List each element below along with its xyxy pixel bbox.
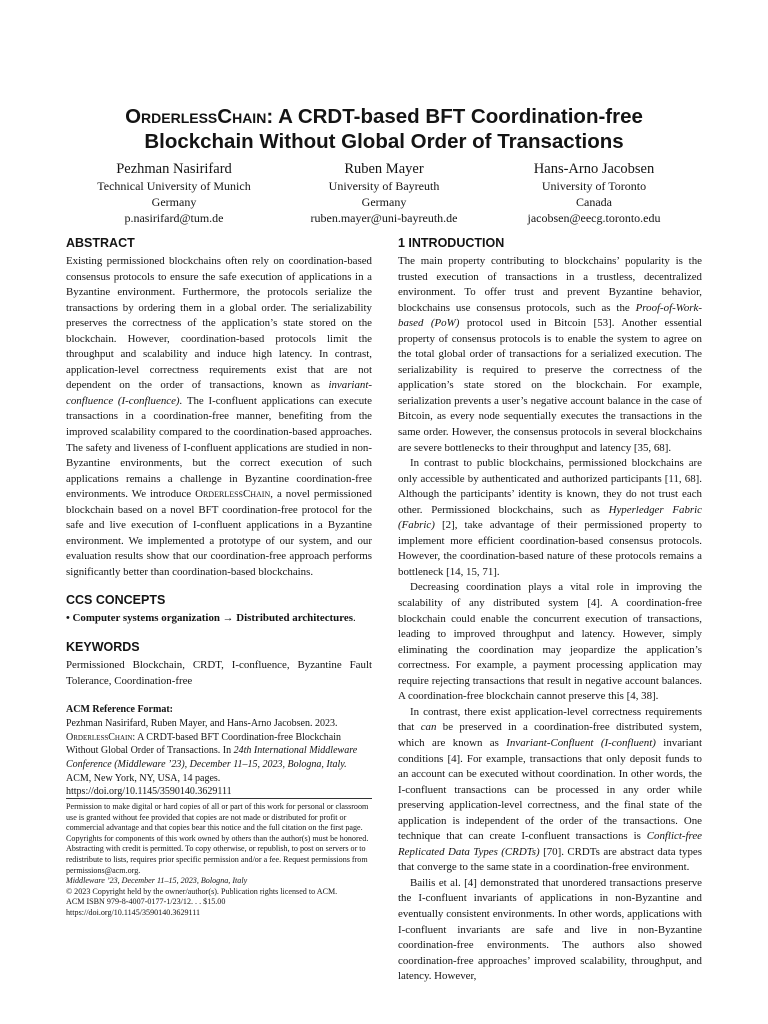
title-line2: Blockchain Without Global Order of Transactions	[144, 130, 624, 153]
keywords-heading: KEYWORDS	[66, 640, 140, 655]
author-1	[66, 160, 282, 226]
intro-paragraph-3: Decreasing coordination plays a vital role in improving the scalability of any distributed system [4]. A coordination-free blockchain could enable the concurrent execution of transactions, leading to improved throughput and latency. However, simply eliminating the coordination may jeopardize the application’s correctness. For example, a payment processing application may require rejecting transactions that result in negative account balances. A coordination-free blockchain cannot preserve this [4, 38].	[398, 581, 702, 703]
author-affiliation: University of Bayreuth	[328, 179, 440, 193]
author-3	[486, 160, 702, 226]
abstract-text: Existing permissioned blockchains often rely on coordination-based consensus protocols to ensure the safe execution of applications in a Byzantine environment. Furthermore, the protocols serialize the transactions by ordering them in a global order. The serializability preserves the correctness of the application’s state stored on the blockchain. However, coordination-based protocols limit the throughput and scalability and induce high latency. In contrast, application-level correctness requirements exist that are not dependent on the order of transactions, known as invariant-confluence (I-confluence). The I-confluent applications can execute transactions in a coordination-free manner, benefiting from the improved scalability compared to the coordination-based approaches. The safety and liveness of I-confluent applications are studied in non-Byzantine environments, but the correct execution of such applications remains a challenge in Byzantine coordination-free environments. We introduce OrderlessChain, a novel permissioned blockchain based on a novel BFT coordination-free protocol for the safe and live execution of I-confluent applications in a Byzantine environment. We implemented a prototype of our system, and our evaluation results show that our coordination-free approach performs significantly better than coordination-based blockchains.	[66, 255, 373, 578]
author-affiliation: University of Toronto	[541, 179, 647, 193]
intro-paragraph-4: In contrast, there exist application-level correctness requirements that can be preserved in a coordination-free distributed system, which are known as Invariant-Confluent (I-confluent) invariant conditions [4]. For example, transactions that only deposit funds to an account can be executed without coordination. In other words, the I-confluent transactions can be processed in any order while preserving application-level correctness, and the final state of the application is independent of the order of the transactions. One technique that can create I-confluent transactions is Conflict-free Replicated Data Types (CRDTs) [70]. CRDTs are abstract data types that converge to the same state in a coordination-free environment.	[398, 705, 703, 874]
venue-text: Middleware ’23, December 11–15, 2023, Bologna, Italy	[66, 876, 248, 886]
intro-paragraph-2: In contrast to public blockchains, permissioned blockchains are only accessible by authenticated and authorized participants [11, 68]. Although the participants’ identity is known, they do not trust each other. Permissioned blockchains, such as Hyperledger Fabric (Fabric) [2], take advantage of their permissioned property to implement more efficient coordination-based consensus protocols. However, the coordination-based nature of these protocols remains a bottleneck [14, 15, 71].	[398, 457, 702, 578]
author-country: Canada	[576, 195, 612, 209]
permission-text: Permission to make digital or hard copies of all or part of this work for personal or classroom use is granted without fee provided that copies are not made or distributed for profit or commercial advantage and that copies bear this notice and the full citation on the first page. Copyrights for components of this work owned by others than the author(s) must be honored. Abstracting with credit is permitted. To copy otherwise, or republish, to post on servers or to redistribute to lists, requires prior specific permission and/or a fee. Request permissions from permissions@acm.org.	[66, 802, 369, 875]
system-name: OrderlessChain	[125, 105, 267, 128]
copyright-text: © 2023 Copyright held by the owner/author(s). Publication rights licensed to ACM.	[66, 886, 338, 896]
intro-paragraph-1: The main property contributing to blockchains’ popularity is the trusted execution of transactions in a trustless, decentralized environment. To offer trust and prevent Byzantine behavior, blockchains use consensus protocols, such as the Proof-of-Work-based (PoW) protocol used in Bitcoin [53]. Another essential property of consensus protocols is to enable the system to agree on the total global order of transactions for a serialized execution. The serializability is required to preserve the correctness of the application’s state stored on the blockchain. For example, serialization prevents a user’s negative account balance in the case of Bitcoin, as every node sequentially executes the transactions in the same order. However, the consensus protocols in several blockchains are severe bottlenecks to their throughput and latency [35, 68].	[398, 255, 702, 454]
keywords-text: Permissioned Blockchain, CRDT, I-confluence, Byzantine Fault Tolerance, Coordination-free	[66, 659, 372, 687]
author-affiliation: Technical University of Munich	[97, 179, 251, 193]
ccs-text: • Computer systems organization → Distributed architectures.	[66, 612, 356, 625]
right-column	[398, 236, 702, 985]
permission-footnote	[66, 798, 372, 919]
left-column	[66, 236, 372, 799]
author-block	[66, 160, 702, 226]
author-name: Ruben Mayer	[344, 161, 424, 177]
introduction-heading: 1 INTRODUCTION	[398, 236, 505, 250]
acm-ref-heading: ACM Reference Format:	[66, 704, 173, 716]
abstract-heading: ABSTRACT	[66, 236, 135, 250]
author-email: ruben.mayer@uni-bayreuth.de	[310, 211, 458, 225]
acm-ref-text: Pezhman Nasirifard, Ruben Mayer, and Hans-Arno Jacobsen. 2023. OrderlessChain: A CRDT-based BFT Coordination-free Blockchain Without Global Order of Transactions. In 24th International Middleware Conference (Middleware ’23), December 11–15, 2023, Bologna, Italy. ACM, New York, NY, USA, 14 pages. https://doi.org/10.1145/3590140.3629111	[66, 718, 358, 798]
author-2	[282, 160, 486, 226]
author-email: jacobsen@eecg.toronto.edu	[527, 211, 661, 225]
doi-text: https://doi.org/10.1145/3590140.3629111	[66, 907, 201, 917]
ccs-heading: CCS CONCEPTS	[66, 593, 166, 608]
title-line1: : A CRDT-based BFT Coordination-free	[266, 105, 643, 128]
author-country: Germany	[151, 195, 197, 209]
paper-title	[0, 104, 768, 154]
author-name: Hans-Arno Jacobsen	[533, 161, 655, 177]
isbn-text: ACM ISBN 979-8-4007-0177-1/23/12. . . $15.00	[66, 897, 226, 907]
author-name: Pezhman Nasirifard	[116, 161, 232, 177]
author-country: Germany	[361, 195, 407, 209]
author-email: p.nasirifard@tum.de	[124, 211, 224, 225]
intro-paragraph-5: Bailis et al. [4] demonstrated that unordered transactions preserve the I-confluent invariants of applications in non-Byzantine and eventually consistent environments. In other words, applications with I-confluent invariants are safe and live in non-Byzantine coordination-free environments. The authors also showed coordination-free approaches’ improved scalability, throughput, and latency. However,	[398, 876, 702, 983]
